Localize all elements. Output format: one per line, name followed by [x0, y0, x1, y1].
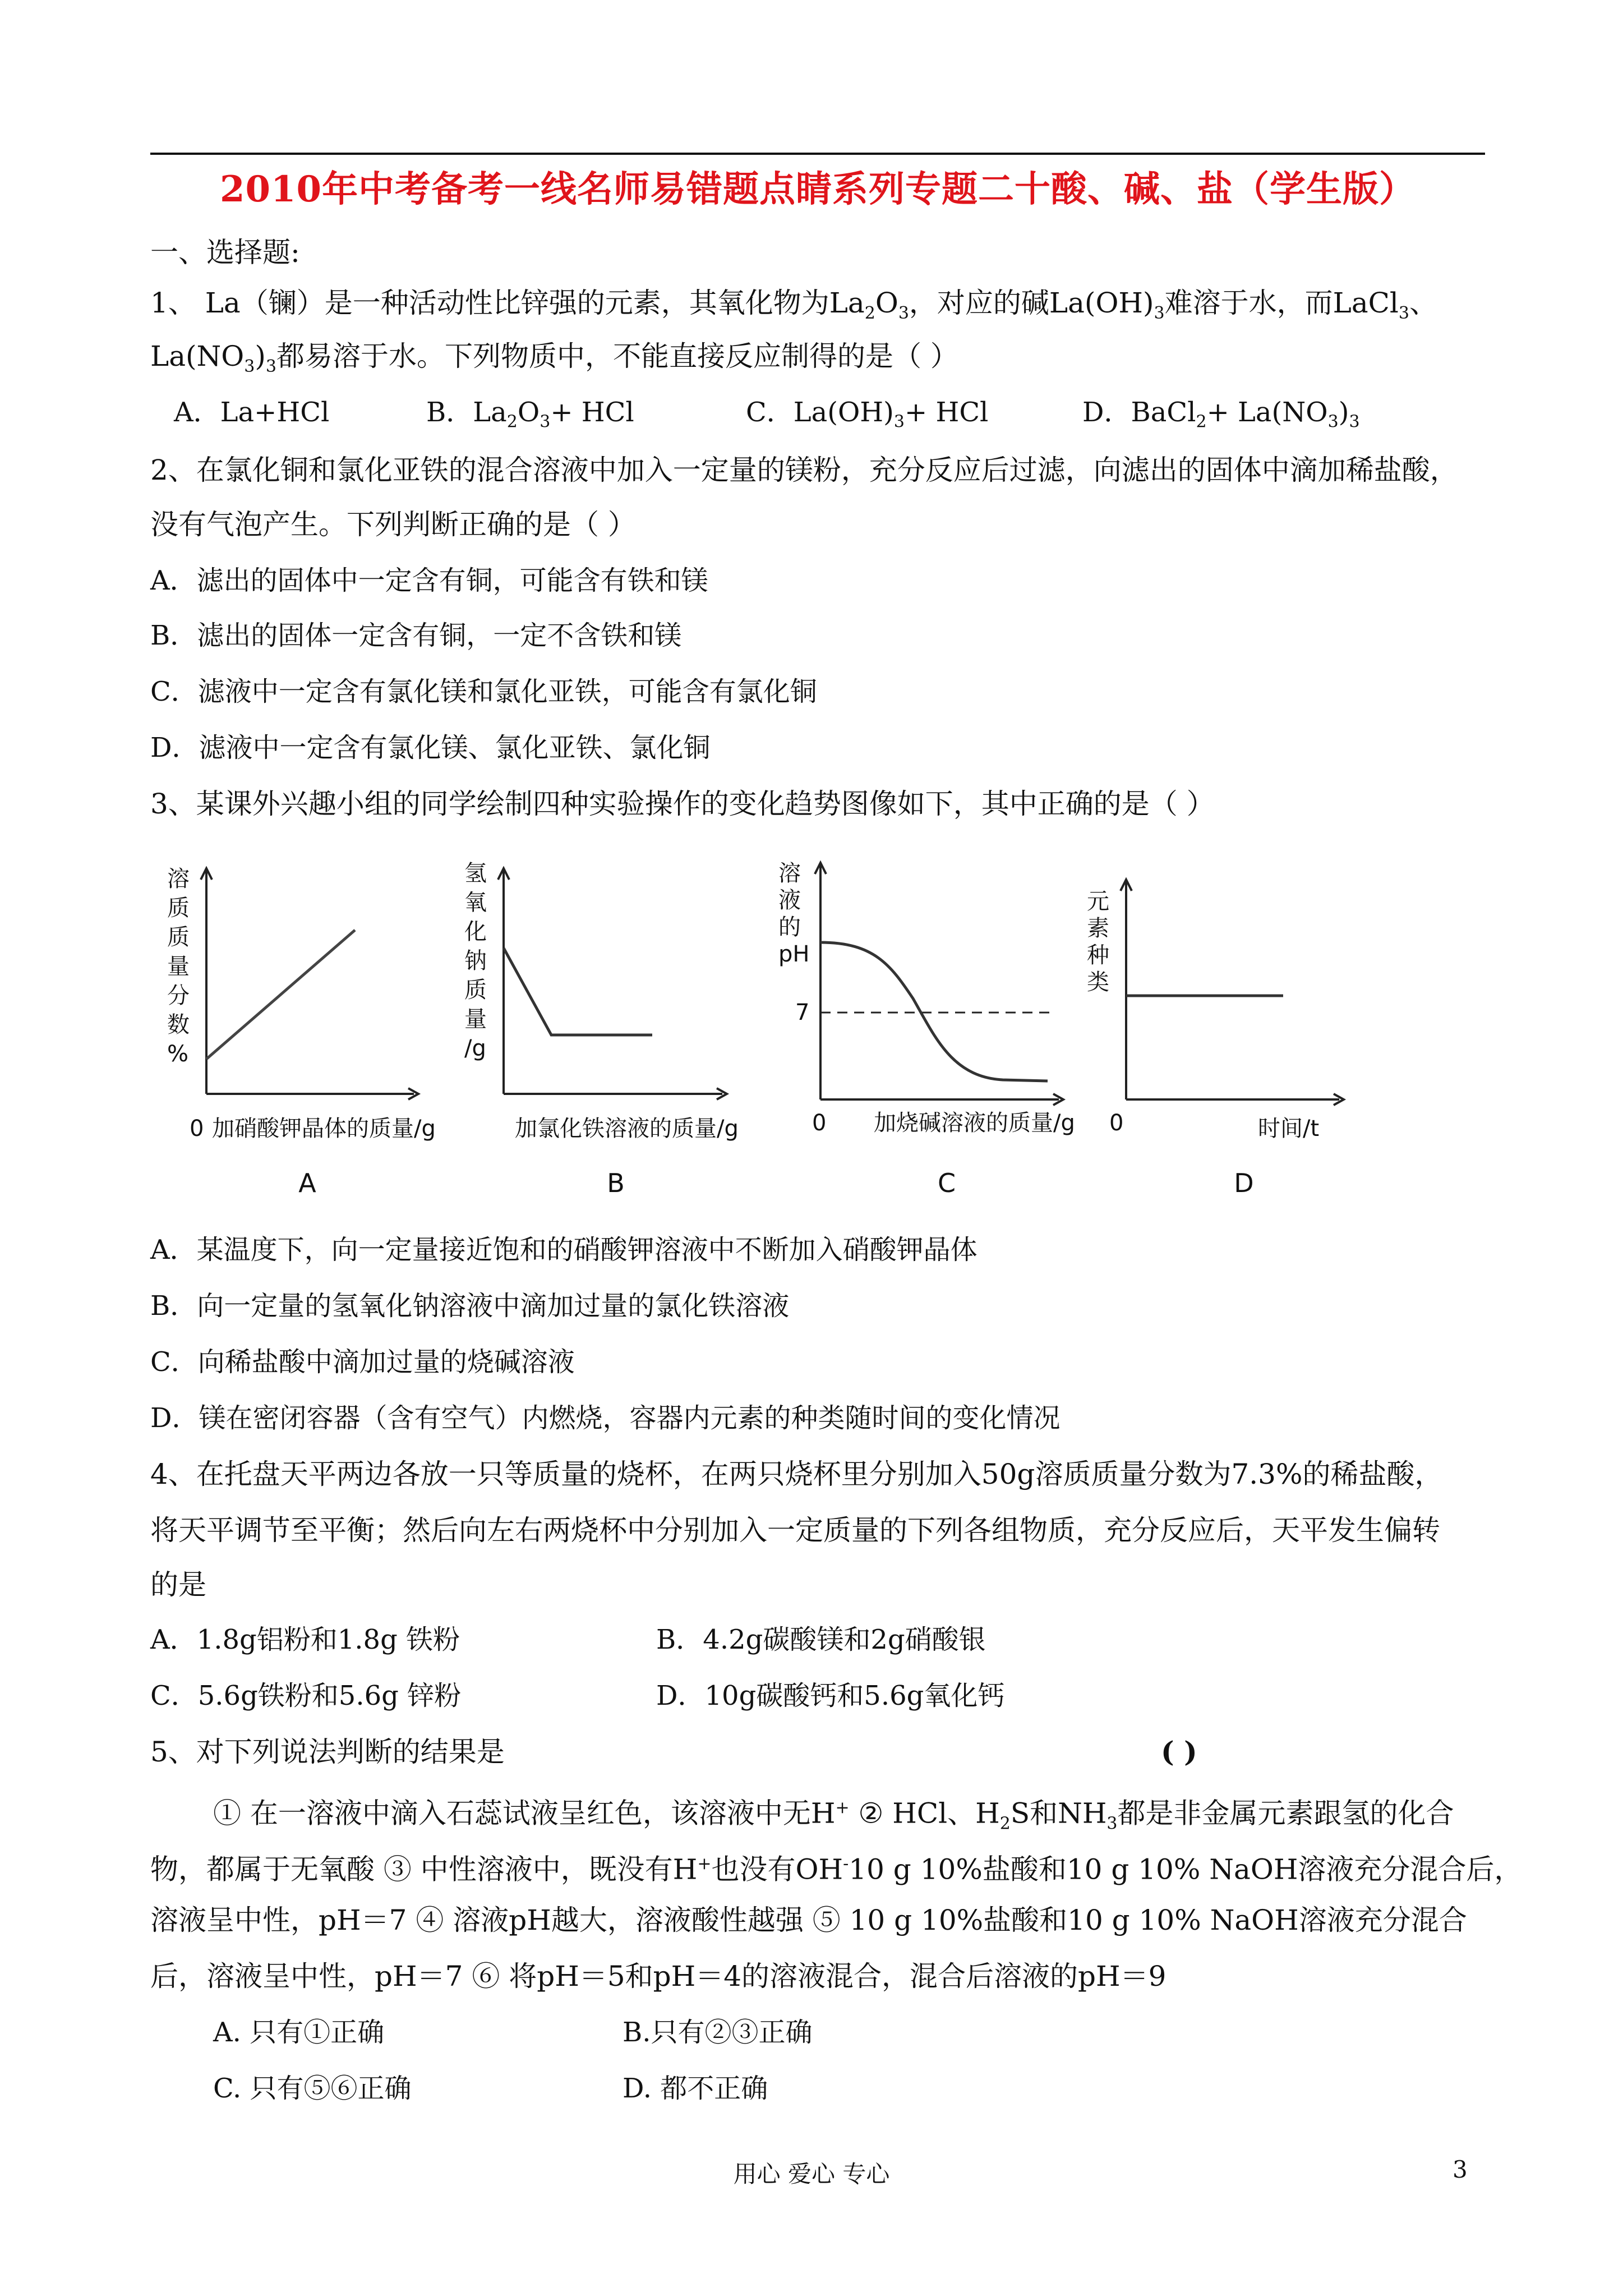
chart-ylabel-char: 的 [778, 914, 801, 940]
q5-answer-paren: ( ) [1161, 1735, 1197, 1768]
q5-option-b: B.只有②③正确 [623, 2017, 813, 2048]
chart-ylabel-char: /g [464, 1036, 486, 1061]
q2-line2: 没有气泡产生。下列判断正确的是（ ） [150, 508, 636, 541]
chart-d-ylabel [1087, 889, 1109, 995]
q3-option-b: B．向一定量的氢氧化钠溶液中滴加过量的氯化铁溶液 [150, 1290, 790, 1322]
q3-charts [150, 853, 1485, 1212]
chart-d-letter: D [1234, 1168, 1254, 1198]
chart-c-tick-7: 7 [795, 1000, 810, 1025]
q2-line1: 2、在氯化铜和氯化亚铁的混合溶液中加入一定量的镁粉，充分反应后过滤，向滤出的固体中滴加稀盐酸， [150, 454, 1458, 486]
q5-statement-line1: ① 在一溶液中滴入石蕊试液呈红色，该溶液中无H+ ② HCl、$H_2S$和$NH_3$都是非金属元素跟氢的化合 [213, 1797, 1454, 1834]
q1-option-a: A．La+HCl [174, 397, 330, 428]
q3-option-a: A．某温度下，向一定量接近饱和的硝酸钾溶液中不断加入硝酸钾晶体 [150, 1234, 978, 1266]
q2-option-b: B．滤出的固体一定含有铜，一定不含铁和镁 [150, 620, 682, 651]
q1-option-c: C．$La(OH)_3+$ HCl [746, 397, 989, 432]
chart-a-letter: A [298, 1168, 316, 1198]
chart-ylabel-char: 元 [1087, 889, 1109, 914]
q1-option-b: B．$La_2O_3+$ HCl [426, 397, 634, 432]
chart-ylabel-char: 分 [167, 983, 190, 1009]
chart-ylabel-char: 质 [167, 924, 190, 950]
chart-ylabel-char: 质 [167, 895, 190, 921]
q3-line1: 3、某课外兴趣小组的同学绘制四种实验操作的变化趋势图像如下，其中正确的是（ ） [150, 788, 1215, 820]
chart-ylabel-char: 溶 [167, 866, 190, 892]
q4-line2: 将天平调节至平衡；然后向左右两烧杯中分别加入一定质量的下列各组物质，充分反应后，天平发生偏转 [150, 1514, 1440, 1547]
chart-d-origin: 0 [1109, 1110, 1124, 1136]
q5-statement-line3: 溶液呈中性，pH＝7 ④ 溶液pH越大，溶液酸性越强 ⑤ 10 g 10%盐酸和10 g 10% NaOH溶液充分混合 [150, 1904, 1467, 1936]
q3-option-d: D．镁在密闭容器（含有空气）内燃烧，容器内元素的种类随时间的变化情况 [150, 1402, 1061, 1434]
chart-ylabel-char: 氧 [464, 890, 487, 915]
chart-ylabel-char: pH [778, 941, 810, 967]
q2-option-a: A．滤出的固体中一定含有铜，可能含有铁和镁 [150, 565, 708, 596]
q2-option-c: C．滤液中一定含有氯化镁和氯化亚铁，可能含有氯化铜 [150, 676, 817, 707]
chart-a-series-line [206, 930, 355, 1059]
q1-line1: 1、 La（镧）是一种活动性比锌强的元素，其氧化物为$La_2O_3$，对应的碱$La(OH)_3$难溶于水，而LaCl$_3$、 [150, 287, 1437, 323]
q4-option-d: D．10g碳酸钙和5.6g氧化钙 [656, 1680, 1005, 1711]
chart-c-xlabel: 加烧碱溶液的质量/g [874, 1110, 1075, 1136]
chart-a-xlabel: 加硝酸钾晶体的质量/g [212, 1116, 436, 1142]
chart-ylabel-char: 氢 [464, 861, 487, 886]
q4-line3: 的是 [150, 1568, 206, 1601]
chart-ylabel-char: 类 [1087, 969, 1109, 995]
q4-option-c: C．5.6g铁粉和5.6g 锌粉 [150, 1680, 462, 1711]
q5-statement-line2: 物，都属于无氧酸 ③ 中性溶液中，既没有H+也没有OH-10 g 10%盐酸和10 g 10% NaOH溶液充分混合后， [150, 1853, 1523, 1886]
chart-c-origin: 0 [812, 1110, 827, 1136]
page-footer: 用心 爱心 专心 [733, 2160, 890, 2188]
chart-b-letter: B [607, 1168, 625, 1198]
chart-a-ylabel [167, 866, 190, 1067]
q1-option-d: D．BaCl$_2$+ $La(NO_3)_3$ [1082, 397, 1360, 432]
chart-ylabel-char: 量 [464, 1006, 487, 1032]
q5-line1: 5、对下列说法判断的结果是 [150, 1736, 505, 1768]
chart-b [464, 861, 739, 1198]
q1-line2: $La(NO_3)_3$都易溶于水。下列物质中，不能直接反应制得的是（ ） [150, 340, 958, 376]
chart-ylabel-char: 种 [1087, 942, 1109, 968]
q3-option-c: C．向稀盐酸中滴加过量的烧碱溶液 [150, 1346, 575, 1378]
q2-option-d: D．滤液中一定含有氯化镁、氯化亚铁、氯化铜 [150, 732, 711, 763]
q5-statement-line4: 后，溶液呈中性，pH＝7 ⑥ 将pH＝5和pH＝4的溶液混合，混合后溶液的pH＝9 [150, 1960, 1166, 1993]
chart-d-xlabel: 时间/t [1258, 1116, 1320, 1142]
chart-ylabel-char: 质 [464, 977, 487, 1003]
chart-b-series-line [504, 948, 652, 1035]
chart-b-ylabel [464, 861, 487, 1061]
q4-option-b: B．4.2g碳酸镁和2g硝酸银 [656, 1624, 986, 1655]
page-title: 2010年中考备考一线名师易错题点睛系列专题二十酸、碱、盐（学生版） [219, 168, 1416, 210]
chart-ylabel-char: 溶 [778, 861, 801, 886]
q5-option-c: C. 只有⑤⑥正确 [213, 2073, 412, 2104]
chart-a-origin: 0 [190, 1116, 204, 1142]
header-rule [150, 153, 1485, 155]
chart-b-xlabel: 加氯化铁溶液的质量/g [515, 1116, 739, 1142]
chart-c [778, 861, 1075, 1198]
chart-c-ylabel [778, 861, 809, 967]
q5-option-d: D. 都不正确 [623, 2073, 768, 2104]
chart-c-letter: C [937, 1168, 956, 1198]
chart-ylabel-char: 钠 [464, 948, 487, 974]
chart-ylabel-char: 液 [778, 887, 801, 913]
q5-option-a: A. 只有①正确 [213, 2017, 385, 2048]
section-heading: 一、选择题: [150, 236, 300, 269]
chart-ylabel-char: 数 [167, 1012, 190, 1038]
chart-ylabel-char: 素 [1087, 915, 1109, 941]
chart-ylabel-char: % [167, 1041, 189, 1067]
q4-line1: 4、在托盘天平两边各放一只等质量的烧杯，在两只烧杯里分别加入50g溶质质量分数为7.3%的稀盐酸， [150, 1458, 1443, 1490]
chart-a [167, 866, 436, 1198]
page-number: 3 [1453, 2156, 1468, 2183]
chart-d [1087, 880, 1344, 1198]
chart-ylabel-char: 化 [464, 919, 487, 945]
q4-option-a: A．1.8g铝粉和1.8g 铁粉 [150, 1624, 460, 1655]
chart-ylabel-char: 量 [167, 954, 190, 979]
